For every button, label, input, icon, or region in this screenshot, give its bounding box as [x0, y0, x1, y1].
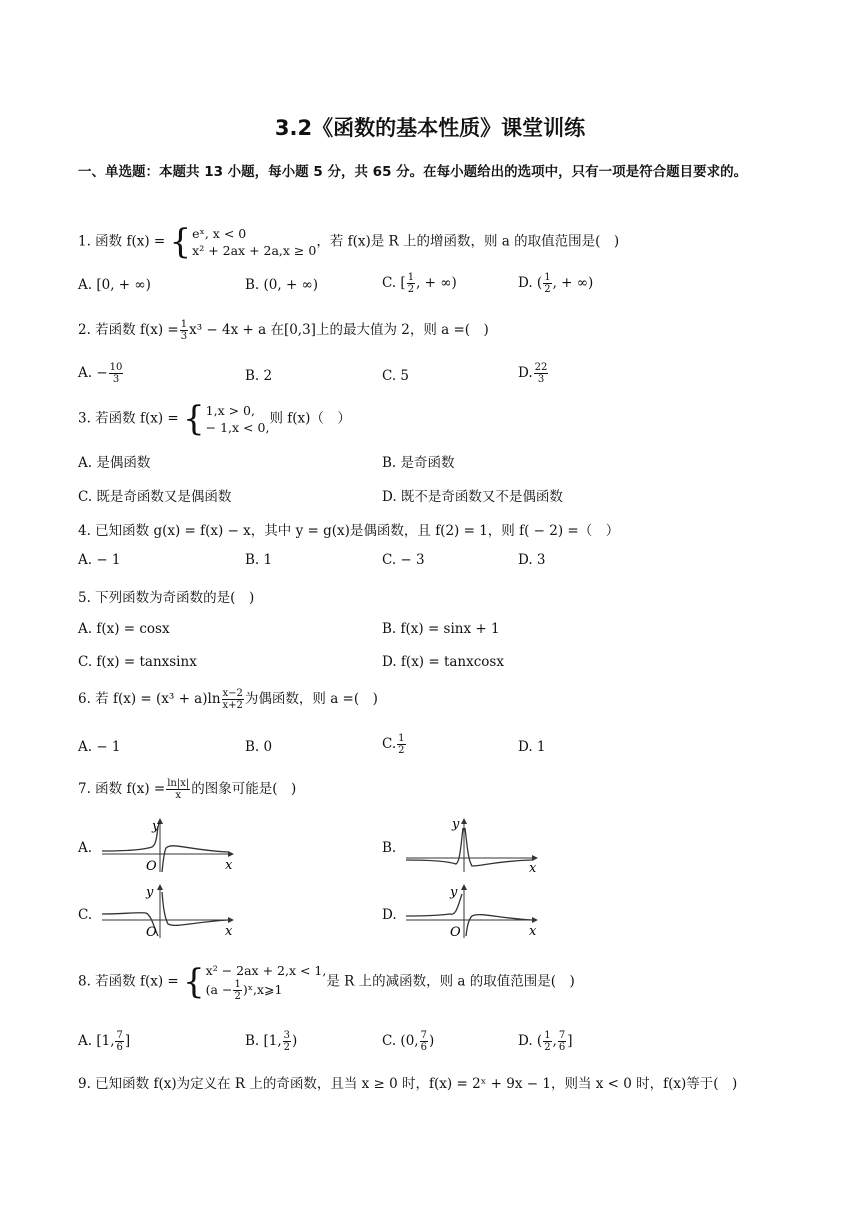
q1-prefix: 1. 函数 f(x) =	[78, 233, 166, 250]
q6-option-d: D. 1	[518, 739, 546, 755]
q4-option-b: B. 1	[245, 552, 273, 568]
question-9: 9. 已知函数 f(x)为定义在 R 上的奇函数，且当 x ≥ 0 时，f(x) = 2ˣ + 9x − 1，则当 x < 0 时，f(x)等于( )	[78, 1076, 738, 1092]
svg-text:O: O	[450, 925, 461, 940]
q1-case2: x² + 2ax + 2a,x ≥ 0	[192, 243, 317, 258]
q3-option-c: C. 既是奇函数又是偶函数	[78, 489, 232, 505]
q5-option-c: C. f(x) = tanxsinx	[78, 654, 197, 670]
svg-text:y: y	[450, 885, 458, 900]
q2-option-c: C. 5	[382, 368, 410, 384]
svg-text:y: y	[152, 819, 160, 834]
question-3: 3. 若函数 f(x) = { 1,x > 0, − 1,x < 0, 则 f(x)（ ）	[78, 399, 351, 439]
question-5: 5. 下列函数为奇函数的是( )	[78, 590, 255, 606]
q1-case1: eˣ, x < 0	[192, 226, 247, 241]
q1-cases	[192, 225, 316, 259]
q7-option-b-label: B.	[382, 840, 397, 856]
q4-option-c: C. − 3	[382, 552, 425, 568]
page-title: 3.2《函数的基本性质》课堂训练	[274, 116, 586, 140]
q5-option-d: D. f(x) = tanxcosx	[382, 654, 504, 670]
brace-icon: {	[183, 399, 205, 439]
q4-option-a: A. − 1	[78, 552, 121, 568]
brace-icon: {	[169, 222, 192, 262]
q3-option-b: B. 是奇函数	[382, 455, 455, 471]
question-8: 8. 若函数 f(x) = { x² − 2ax + 2,x < 1, (a − $\frac{1}{2}$ )ˣ,x⩾1 是 R 上的减函数，则 a 的取值范围是( )	[78, 962, 575, 1002]
q6-option-a: A. − 1	[78, 739, 121, 755]
q5-option-a: A. f(x) = cosx	[78, 621, 170, 637]
q7-option-c-label: C.	[78, 907, 93, 923]
question-1	[78, 222, 620, 262]
svg-text:x: x	[529, 861, 537, 874]
q2-option-a: A. − $\frac{10}{3}$	[78, 362, 123, 385]
q1-option-b: B. (0, + ∞)	[245, 277, 319, 293]
q1-option-d: D. ( $\frac{1}{2}$ , + ∞)	[518, 272, 594, 295]
q2-option-b: B. 2	[245, 368, 273, 384]
svg-text:y: y	[146, 885, 154, 900]
q8-option-c: C. (0, $\frac{7}{6}$ )	[382, 1030, 435, 1053]
svg-text:O: O	[146, 859, 157, 874]
question-7: 7. 函数 f(x) = $\frac{\ln|x|}{x}$ 的图象可能是( )	[78, 778, 297, 801]
q8-option-d: D. ( $\frac{1}{2}$ , $\frac{7}{6}$ ]	[518, 1030, 573, 1053]
brace-icon: {	[183, 962, 205, 1002]
question-6: 6. 若 f(x) = (x³ + a)ln $\frac{x-2}{x+2}$ 为偶函数，则 a =( )	[78, 688, 378, 711]
q7-graph-d	[402, 880, 547, 940]
q7-graph-a	[98, 814, 243, 874]
svg-text:x: x	[529, 924, 537, 939]
q3-option-a: A. 是偶函数	[78, 455, 151, 471]
q3-option-d: D. 既不是奇函数又不是偶函数	[382, 489, 563, 505]
q2-option-d: D. $\frac{22}{3}$	[518, 362, 548, 385]
q6-option-b: B. 0	[245, 739, 273, 755]
svg-text:x: x	[225, 858, 233, 873]
q8-option-b: B. [1, $\frac{3}{2}$ )	[245, 1030, 298, 1053]
svg-text:O: O	[146, 925, 157, 940]
q7-graph-b	[402, 814, 547, 874]
q5-option-b: B. f(x) = sinx + 1	[382, 621, 500, 637]
q7-option-d-label: D.	[382, 907, 397, 923]
q7-graph-c	[98, 880, 243, 940]
svg-text:y: y	[452, 817, 460, 832]
question-2: 2. 若函数 f(x) = $\frac{1}{3}$ x³ − 4x + a 在[0,3]上的最大值为 2，则 a =( )	[78, 319, 489, 342]
q6-option-c: C. $\frac{1}{2}$	[382, 733, 405, 756]
question-4: 4. 已知函数 g(x) = f(x) − x，其中 y = g(x)是偶函数，且 f(2) = 1，则 f( − 2) =（ ）	[78, 523, 620, 539]
q1-suffix: ，若 f(x)是 R 上的增函数，则 a 的取值范围是( )	[316, 233, 620, 250]
q1-option-c: C. [ $\frac{1}{2}$ , + ∞)	[382, 272, 457, 295]
q7-option-a-label: A.	[78, 840, 93, 856]
section-heading: 一、单选题：本题共 13 小题，每小题 5 分，共 65 分。在每小题给出的选项中，只有一项是符合题目要求的。	[78, 164, 748, 180]
q8-option-a: A. [1, $\frac{7}{6}$ ]	[78, 1030, 131, 1053]
q1-option-a: A. [0, + ∞)	[78, 277, 151, 293]
q4-option-d: D. 3	[518, 552, 546, 568]
svg-text:x: x	[225, 924, 233, 939]
